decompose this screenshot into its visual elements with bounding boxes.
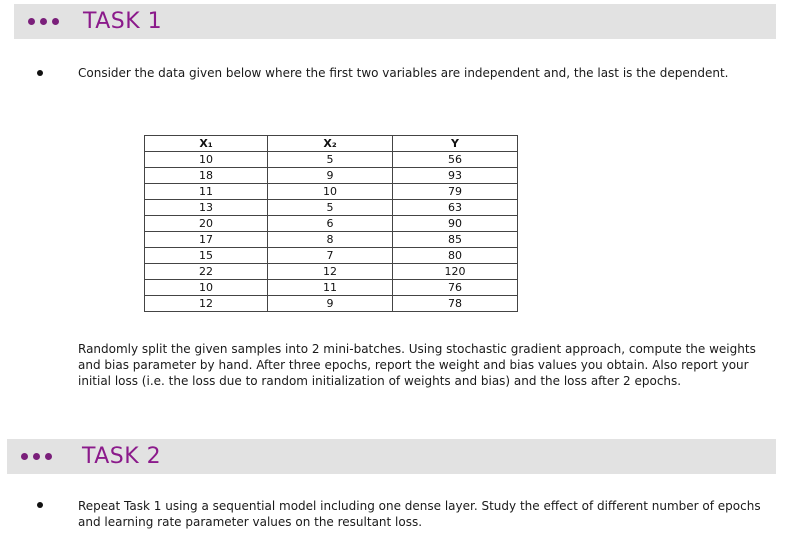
table-cell: 93 (393, 168, 518, 184)
table-header-row (145, 136, 518, 152)
table-cell: 15 (145, 248, 268, 264)
table-cell: 85 (393, 232, 518, 248)
table-cell: 7 (268, 248, 393, 264)
bullet-icon (37, 70, 43, 76)
table-cell: 20 (145, 216, 268, 232)
table-cell: 79 (393, 184, 518, 200)
column-header: Y (393, 136, 518, 152)
table-cell: 9 (268, 168, 393, 184)
table-cell: 63 (393, 200, 518, 216)
table-row (145, 296, 518, 312)
table-cell: 6 (268, 216, 393, 232)
table-row (145, 264, 518, 280)
task2-header (7, 439, 776, 474)
task1-instructions: Randomly split the given samples into 2 mini-batches. Using stochastic gradient approach, compute the weights and bias parameter by hand. After three epochs, report the weight and bias values you obtain. Also report your initial loss (i.e. the loss due to random initialization of weights and bias) and the loss after 2 epochs. (78, 342, 756, 388)
table-cell: 22 (145, 264, 268, 280)
table-cell: 8 (268, 232, 393, 248)
table-cell: 80 (393, 248, 518, 264)
column-header: X₁ (145, 136, 268, 152)
table-row (145, 184, 518, 200)
table-cell: 78 (393, 296, 518, 312)
task1-intro: Consider the data given below where the first two variables are independent and, the last is the dependent. (78, 66, 729, 80)
bullet-icon (37, 502, 43, 508)
table-cell: 12 (268, 264, 393, 280)
task2-title: TASK 2 (82, 444, 162, 469)
table-row (145, 248, 518, 264)
table-cell: 10 (145, 152, 268, 168)
table-cell: 17 (145, 232, 268, 248)
table-cell: 76 (393, 280, 518, 296)
table-cell: 9 (268, 296, 393, 312)
table-row (145, 200, 518, 216)
table-cell: 18 (145, 168, 268, 184)
table-cell: 5 (268, 200, 393, 216)
table-row (145, 152, 518, 168)
table-cell: 90 (393, 216, 518, 232)
task2-text: Repeat Task 1 using a sequential model including one dense layer. Study the effect of different number of epochs and learning rate parameter values on the resultant loss. (78, 499, 761, 529)
bullet-dots-icon (28, 18, 59, 25)
table-cell: 13 (145, 200, 268, 216)
table-row (145, 168, 518, 184)
table-cell: 120 (393, 264, 518, 280)
table-row (145, 216, 518, 232)
table-cell: 10 (268, 184, 393, 200)
table-cell: 5 (268, 152, 393, 168)
column-header: X₂ (268, 136, 393, 152)
table-cell: 10 (145, 280, 268, 296)
table-cell: 11 (268, 280, 393, 296)
data-table (144, 135, 518, 312)
task1-title: TASK 1 (83, 9, 163, 34)
table-cell: 56 (393, 152, 518, 168)
table-cell: 12 (145, 296, 268, 312)
table-row (145, 280, 518, 296)
table-row (145, 232, 518, 248)
table-cell: 11 (145, 184, 268, 200)
task1-header (14, 4, 776, 39)
bullet-dots-icon (21, 453, 52, 460)
